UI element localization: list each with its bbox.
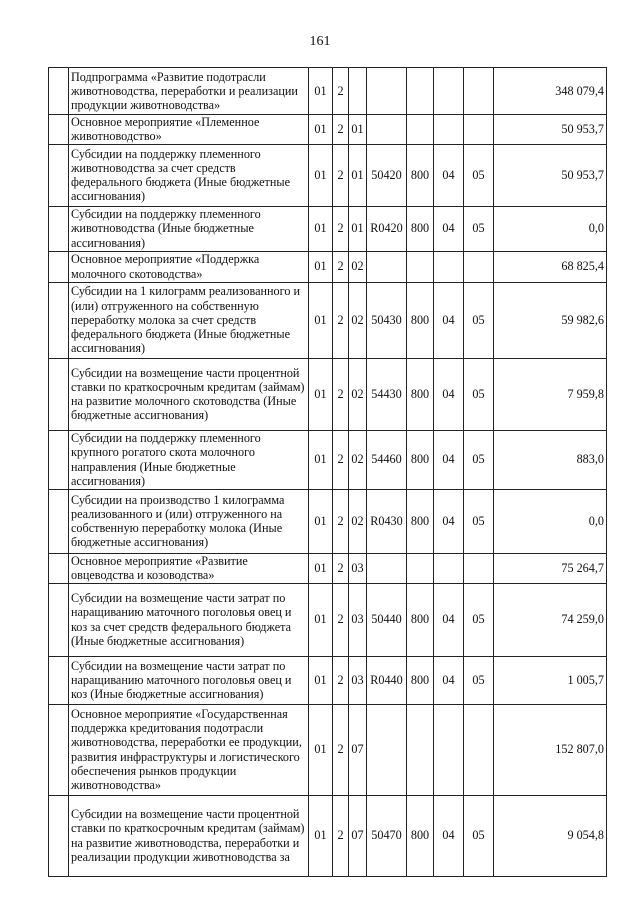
table-row [49,704,607,795]
code-part-2-cell: 2 [333,704,349,795]
code-part-3-cell: 02 [349,358,367,430]
amount-cell: 7 959,8 [494,358,607,430]
code-part-3-cell: 02 [349,251,367,282]
code-part-3-cell: 03 [349,583,367,656]
code-part-4-cell: R0420 [367,206,407,251]
subsection-cell: 05 [464,206,494,251]
code-part-2-cell: 2 [333,795,349,876]
row-gutter [49,282,69,358]
subsection-cell: 05 [464,144,494,206]
expense-type-cell [407,251,434,282]
section-cell: 04 [434,206,464,251]
row-name-cell: Субсидии на 1 килограмм реализованного и (или) отгруженного на собственную переработку молока за счет средств федерального бюджета (Иные бюджетные ассигнования) [69,282,309,358]
row-name-cell: Основное мероприятие «Государственная поддержка кредитования подотрасли животноводства, переработки ее продукции, развития инфраструктуры и логистического обеспечения рынков продукции животноводства» [69,704,309,795]
table-row [49,358,607,430]
code-part-4-cell: 50420 [367,144,407,206]
code-part-3-cell: 03 [349,656,367,704]
row-name-cell: Субсидии на поддержку племенного животноводства (Иные бюджетные ассигнования) [69,206,309,251]
subsection-cell [464,704,494,795]
amount-cell: 50 953,7 [494,115,607,145]
code-part-3-cell: 01 [349,144,367,206]
code-part-4-cell [367,115,407,145]
code-part-1-cell: 01 [309,68,333,115]
expense-type-cell: 800 [407,282,434,358]
code-part-2-cell: 2 [333,282,349,358]
expense-type-cell [407,68,434,115]
code-part-1-cell: 01 [309,251,333,282]
table-row [49,282,607,358]
code-part-2-cell: 2 [333,430,349,489]
row-gutter [49,795,69,876]
row-name-cell: Субсидии на возмещение части процентной ставки по краткосрочным кредитам (займам) на развитие животноводства, переработки и реализации продукции животноводства за [69,795,309,876]
row-gutter [49,251,69,282]
code-part-3-cell: 01 [349,115,367,145]
expense-type-cell [407,115,434,145]
row-gutter [49,358,69,430]
expense-type-cell: 800 [407,430,434,489]
amount-cell: 74 259,0 [494,583,607,656]
code-part-1-cell: 01 [309,282,333,358]
code-part-2-cell: 2 [333,68,349,115]
code-part-1-cell: 01 [309,430,333,489]
row-name-cell: Субсидии на возмещение части процентной ставки по краткосрочным кредитам (займам) на развитие молочного скотоводства (Иные бюджетные ассигнования) [69,358,309,430]
amount-cell: 9 054,8 [494,795,607,876]
amount-cell: 50 953,7 [494,144,607,206]
section-cell [434,68,464,115]
section-cell: 04 [434,489,464,553]
code-part-2-cell: 2 [333,115,349,145]
code-part-1-cell: 01 [309,489,333,553]
code-part-4-cell [367,251,407,282]
section-cell: 04 [434,282,464,358]
expense-type-cell: 800 [407,583,434,656]
row-name-cell: Субсидии на поддержку племенного животноводства за счет средств федерального бюджета (Иные бюджетные ассигнования) [69,144,309,206]
code-part-4-cell: 54460 [367,430,407,489]
code-part-2-cell: 2 [333,358,349,430]
subsection-cell: 05 [464,282,494,358]
table-row [49,656,607,704]
section-cell: 04 [434,656,464,704]
subsection-cell [464,553,494,583]
row-name-cell: Субсидии на поддержку племенного крупного рогатого скота молочного направления (Иные бюджетные ассигнования) [69,430,309,489]
code-part-4-cell: 50440 [367,583,407,656]
amount-cell: 348 079,4 [494,68,607,115]
subsection-cell [464,68,494,115]
subsection-cell [464,115,494,145]
amount-cell: 0,0 [494,489,607,553]
row-gutter [49,583,69,656]
subsection-cell: 05 [464,583,494,656]
amount-cell: 75 264,7 [494,553,607,583]
expense-type-cell [407,704,434,795]
expense-type-cell: 800 [407,358,434,430]
section-cell [434,251,464,282]
code-part-1-cell: 01 [309,115,333,145]
expense-type-cell: 800 [407,144,434,206]
subsection-cell: 05 [464,430,494,489]
amount-cell: 59 982,6 [494,282,607,358]
code-part-4-cell: 50470 [367,795,407,876]
subsection-cell: 05 [464,656,494,704]
code-part-1-cell: 01 [309,144,333,206]
code-part-1-cell: 01 [309,795,333,876]
amount-cell: 1 005,7 [494,656,607,704]
code-part-2-cell: 2 [333,553,349,583]
section-cell [434,115,464,145]
code-part-4-cell: R0430 [367,489,407,553]
code-part-4-cell: 54430 [367,358,407,430]
row-gutter [49,206,69,251]
row-gutter [49,656,69,704]
code-part-4-cell: 50430 [367,282,407,358]
code-part-3-cell: 03 [349,553,367,583]
subsection-cell: 05 [464,358,494,430]
code-part-4-cell [367,704,407,795]
row-name-cell: Субсидии на возмещение части затрат по наращиванию маточного поголовья овец и коз (Иные бюджетные ассигнования) [69,656,309,704]
code-part-3-cell: 02 [349,430,367,489]
code-part-3-cell [349,68,367,115]
subsection-cell: 05 [464,795,494,876]
section-cell: 04 [434,583,464,656]
row-gutter [49,144,69,206]
amount-cell: 152 807,0 [494,704,607,795]
row-name-cell: Субсидии на производство 1 килограмма реализованного и (или) отгруженного на собственную переработку молока (Иные бюджетные ассигнования) [69,489,309,553]
row-name-cell: Основное мероприятие «Поддержка молочного скотоводства» [69,251,309,282]
row-gutter [49,68,69,115]
table-row [49,251,607,282]
code-part-1-cell: 01 [309,206,333,251]
table-row [49,489,607,553]
code-part-4-cell [367,553,407,583]
code-part-2-cell: 2 [333,206,349,251]
budget-table [48,67,607,877]
code-part-1-cell: 01 [309,656,333,704]
row-name-cell: Основное мероприятие «Племенное животноводство» [69,115,309,145]
row-gutter [49,489,69,553]
code-part-3-cell: 07 [349,795,367,876]
code-part-4-cell: R0440 [367,656,407,704]
code-part-1-cell: 01 [309,358,333,430]
subsection-cell [464,251,494,282]
code-part-2-cell: 2 [333,656,349,704]
row-gutter [49,115,69,145]
code-part-3-cell: 02 [349,489,367,553]
expense-type-cell: 800 [407,489,434,553]
row-name-cell: Подпрограмма «Развитие подотрасли животноводства, переработки и реализации продукции животноводства» [69,68,309,115]
code-part-4-cell [367,68,407,115]
amount-cell: 68 825,4 [494,251,607,282]
expense-type-cell: 800 [407,656,434,704]
table-row [49,553,607,583]
section-cell: 04 [434,144,464,206]
row-gutter [49,553,69,583]
code-part-2-cell: 2 [333,489,349,553]
section-cell [434,553,464,583]
table-row [49,795,607,876]
amount-cell: 0,0 [494,206,607,251]
section-cell: 04 [434,795,464,876]
code-part-2-cell: 2 [333,251,349,282]
code-part-2-cell: 2 [333,583,349,656]
row-gutter [49,430,69,489]
row-name-cell: Основное мероприятие «Развитие овцеводства и козоводства» [69,553,309,583]
code-part-3-cell: 01 [349,206,367,251]
code-part-2-cell: 2 [333,144,349,206]
code-part-1-cell: 01 [309,704,333,795]
code-part-3-cell: 07 [349,704,367,795]
table-row [49,144,607,206]
amount-cell: 883,0 [494,430,607,489]
expense-type-cell [407,553,434,583]
code-part-1-cell: 01 [309,553,333,583]
table-row [49,583,607,656]
row-gutter [49,704,69,795]
code-part-3-cell: 02 [349,282,367,358]
table-row [49,68,607,115]
table-row [49,206,607,251]
expense-type-cell: 800 [407,206,434,251]
section-cell: 04 [434,358,464,430]
section-cell: 04 [434,430,464,489]
subsection-cell: 05 [464,489,494,553]
table-row [49,430,607,489]
row-name-cell: Субсидии на возмещение части затрат по наращиванию маточного поголовья овец и коз за счет средств федерального бюджета (Иные бюджетные ассигнования) [69,583,309,656]
table-row [49,115,607,145]
page-number: 161 [309,34,331,49]
expense-type-cell: 800 [407,795,434,876]
code-part-1-cell: 01 [309,583,333,656]
section-cell [434,704,464,795]
